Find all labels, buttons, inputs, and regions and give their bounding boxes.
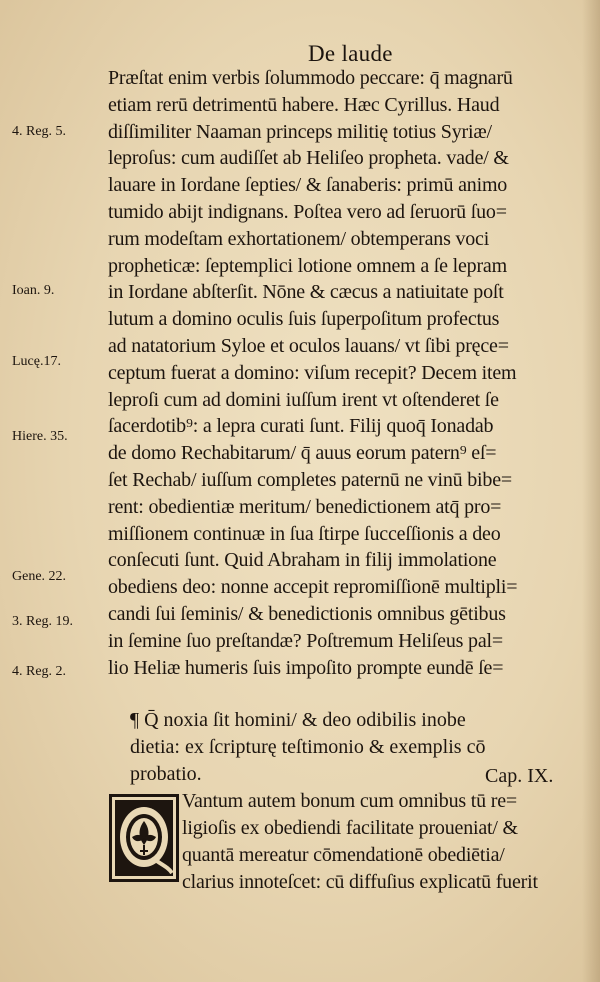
chapter-heading-line: dietia: ex ſcripturę teſtimonio & exemplis cō	[130, 736, 486, 758]
text-line: Vantum autem bonum cum omnibus tū re=	[182, 790, 517, 812]
decorated-initial-q-icon	[108, 793, 180, 883]
margin-note: 4. Reg. 2.	[12, 664, 67, 679]
text-line: rent: obedientiæ meritum/ benedictionem atq̄ pro=	[108, 495, 502, 518]
text-line: rum modeſtam exhortationem/ obtemperans voci	[108, 227, 490, 250]
text-line: miſſionem continuæ in ſua ſtirpe ſucceſſionis a deo	[108, 522, 501, 545]
margin-note: Ioan. 9.	[12, 283, 55, 298]
text-line: in ſemine ſuo preſtandæ? Poſtremum Heliſeus pal=	[108, 629, 503, 652]
page-edge-shadow	[582, 0, 600, 982]
text-line: ſet Rechab/ iuſſum completes paternū ne vinū bibe=	[108, 469, 512, 491]
text-line: lutum a domino oculis ſuis ſuperpoſitum profectus	[108, 308, 500, 331]
text-line: clarius innoteſcet: cū diffuſius explicatū fuerit	[182, 871, 538, 893]
text-line: de domo Rechabitarum/ q̄ auus eorum patern⁹ eſ=	[108, 442, 497, 465]
margin-note: Gene. 22.	[12, 569, 67, 584]
text-line: leproſi cum ad domini iuſſum irent vt oſtenderet ſe	[108, 388, 499, 411]
text-line: obediens deo: nonne accepit repromiſſionē multipli=	[108, 576, 518, 599]
text-line: leproſus: cum audiſſet ab Heliſeo propheta. vade/ &	[108, 147, 509, 170]
text-line: conſecuti ſunt. Quid Abraham in filij immolatione	[108, 549, 497, 572]
margin-note: Lucę.17.	[12, 354, 61, 369]
text-line: in Iordane abſterſit. Nōne & cæcus a natiuitate poſt	[108, 281, 504, 304]
text-line: propheticæ: ſeptemplici lotione omnem a ſe lepram	[108, 254, 507, 277]
text-line: candi ſui ſeminis/ & benedictionis omnibus gētibus	[108, 603, 506, 625]
chapter-heading-line: probatio.	[130, 763, 202, 785]
chapter-heading-line: ¶ Q̄ noxia ſit homini/ & deo odibilis inobe	[130, 709, 466, 731]
text-line: tumido abijt indignans. Poſtea vero ad ſeruorū ſuo=	[108, 201, 507, 223]
text-line: Præſtat enim verbis ſolummodo peccare: q̄ magnarū	[108, 67, 513, 89]
text-line: lio Heliæ humeris ſuis impoſito prompte eundē ſe=	[108, 656, 504, 679]
chapter-number: Cap. IX.	[485, 765, 554, 787]
text-line: ad natatorium Syloe et oculos lauans/ vt ſibi pręce=	[108, 335, 509, 357]
text-line: diſſimiliter Naaman princeps militię totius Syriæ/	[108, 120, 492, 143]
text-line: ligioſis ex obediendi facilitate proueniat/ &	[182, 817, 518, 839]
text-line: quantā mereatur cōmendationē obediētia/	[182, 844, 505, 866]
text-line: ceptum fuerat a domino: viſum recepit? Decem item	[108, 361, 517, 384]
running-head: De laude	[308, 41, 393, 66]
margin-note: 3. Reg. 19.	[12, 614, 74, 629]
margin-note: Hiere. 35.	[12, 429, 68, 444]
text-line: ſacerdotib⁹: a lepra curati ſunt. Filij quoq̄ Ionadab	[108, 415, 494, 438]
margin-note: 4. Reg. 5.	[12, 124, 67, 139]
text-line: lauare in Iordane ſepties/ & ſanaberis: primū animo	[108, 174, 508, 197]
text-line: etiam rerū detrimentū habere. Hæc Cyrillus. Haud	[108, 93, 500, 116]
